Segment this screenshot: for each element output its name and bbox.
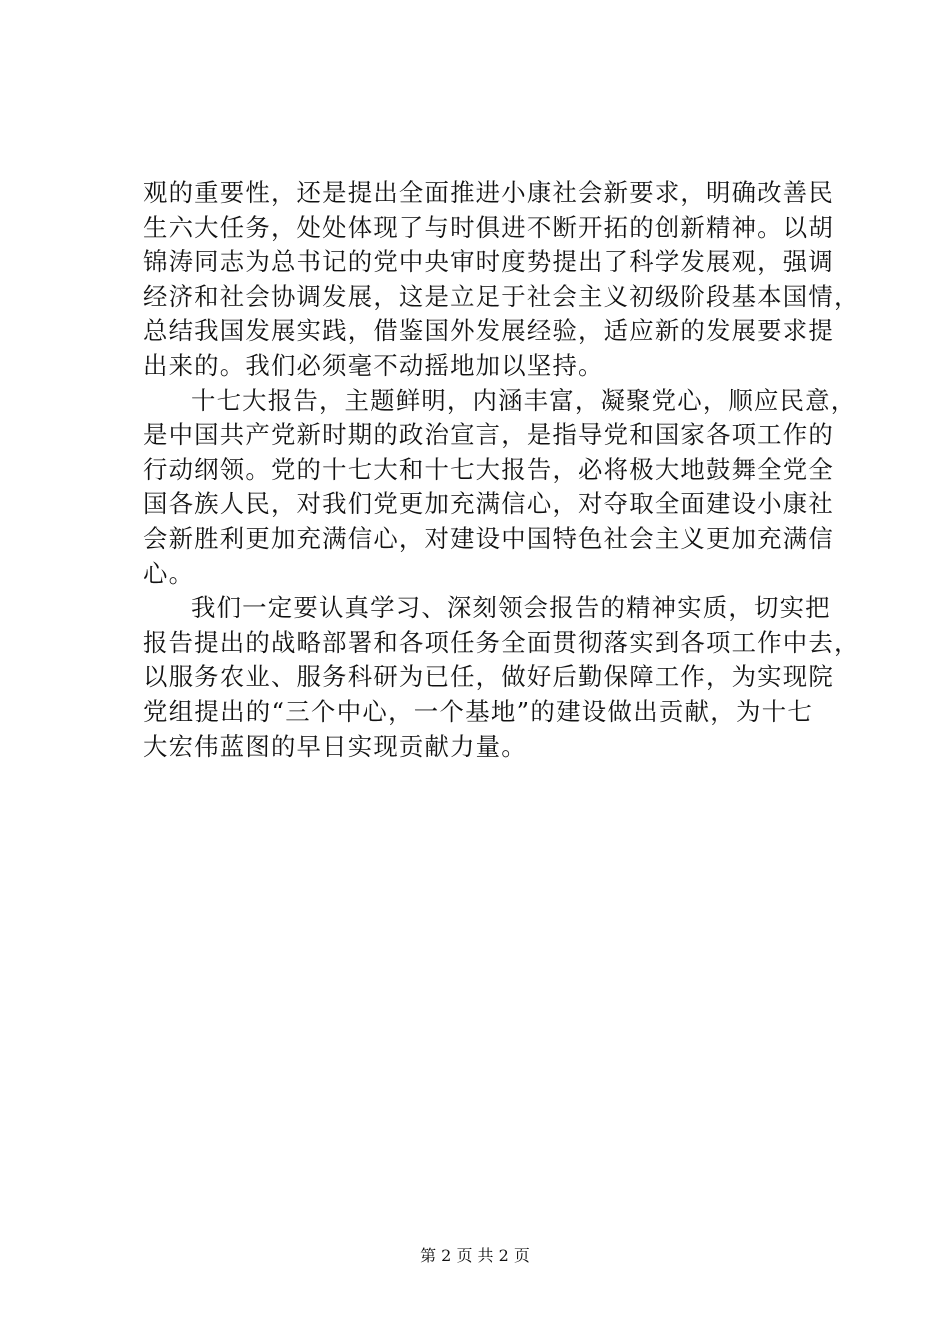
- text-line: 出来的。我们必须毫不动摇地加以坚持。: [143, 350, 604, 380]
- text-line: 以服务农业、服务科研为已任，做好后勤保障工作，为实现院: [143, 662, 834, 692]
- paragraph-3: [143, 591, 860, 764]
- document-body: [143, 176, 860, 764]
- text-line: 心。: [143, 558, 195, 588]
- text-line: 大宏伟蓝图的早日实现贡献力量。: [143, 731, 527, 761]
- text-line: 行动纲领。党的十七大和十七大报告，必将极大地鼓舞全党全: [143, 454, 834, 484]
- text-line: 总结我国发展实践，借鉴国外发展经验，适应新的发展要求提: [143, 316, 834, 346]
- text-line: 锦涛同志为总书记的党中央审时度势提出了科学发展观，强调: [143, 247, 834, 277]
- text-line: 报告提出的战略部署和各项任务全面贯彻落实到各项工作中去，: [143, 627, 860, 657]
- text-line: 会新胜利更加充满信心，对建设中国特色社会主义更加充满信: [143, 523, 834, 553]
- text-line: 我们一定要认真学习、深刻领会报告的精神实质，切实把: [191, 593, 831, 623]
- page-footer: [0, 1243, 950, 1266]
- page-number-label: 第 2 页 共 2 页: [420, 1246, 530, 1265]
- text-line: 经济和社会协调发展，这是立足于社会主义初级阶段基本国情，: [143, 281, 860, 311]
- text-line: 生六大任务，处处体现了与时俱进不断开拓的创新精神。以胡: [143, 212, 834, 242]
- paragraph-2: [143, 384, 857, 592]
- text-line: 国各族人民，对我们党更加充满信心，对夺取全面建设小康社: [143, 489, 834, 519]
- text-line: 是中国共产党新时期的政治宣言，是指导党和国家各项工作的: [143, 420, 834, 450]
- paragraph-1: [143, 176, 860, 384]
- text-line: 观的重要性，还是提出全面推进小康社会新要求，明确改善民: [143, 178, 834, 207]
- text-line: 党组提出的“三个中心，一个基地”的建设做出贡献，为十七: [143, 696, 813, 726]
- text-line: 十七大报告，主题鲜明，内涵丰富，凝聚党心，顺应民意，: [191, 385, 857, 415]
